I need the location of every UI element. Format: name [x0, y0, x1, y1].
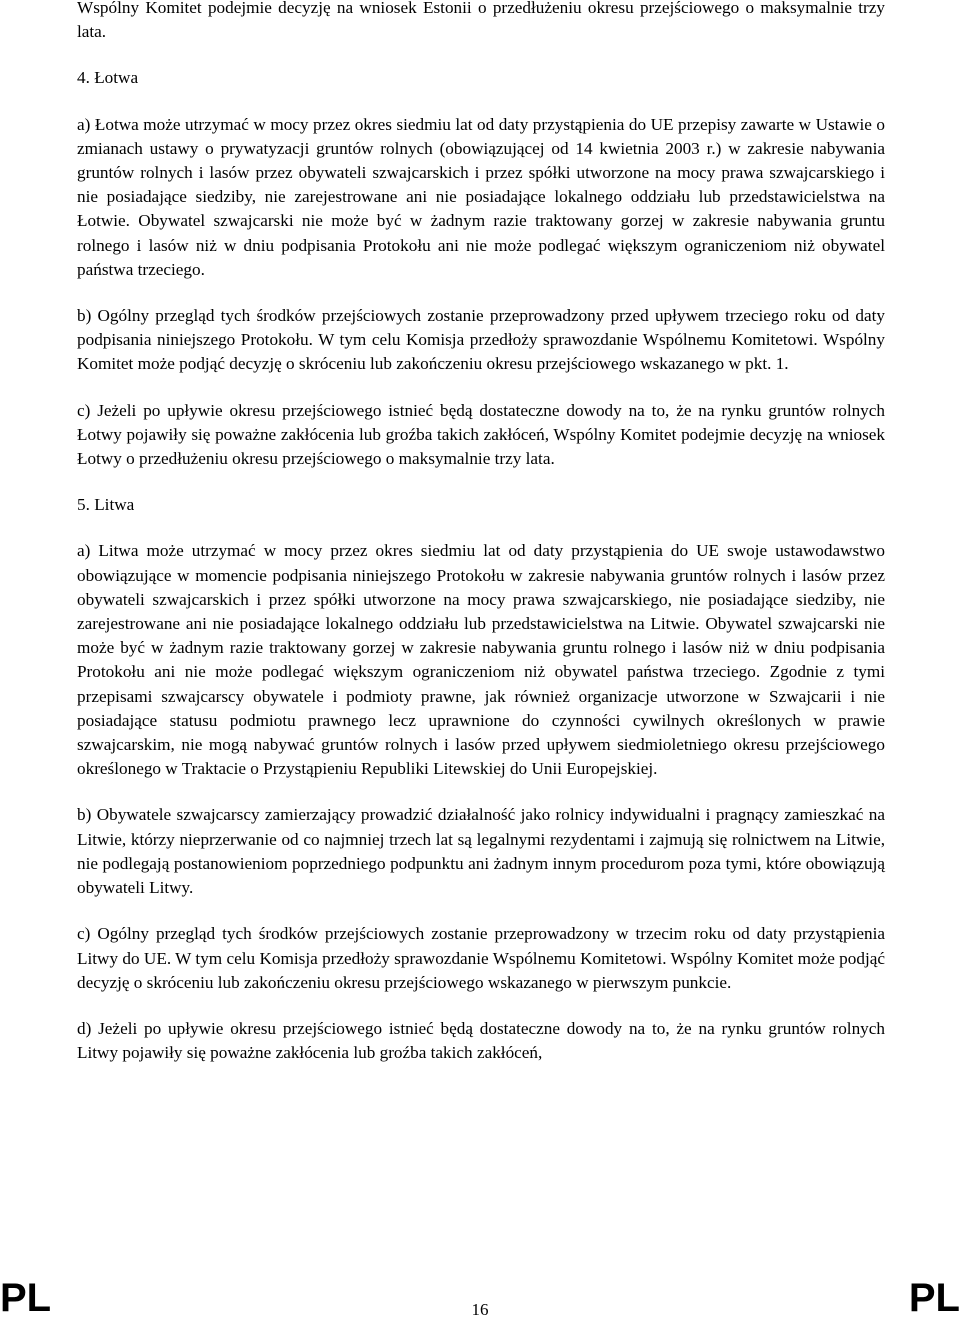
- paragraph-latvia-b: b) Ogólny przegląd tych środków przejściowych zostanie przeprowadzony przed upływem trzeciego roku od daty podpisania niniejszego Protokołu. W tym celu Komisja przedłoży sprawozdanie Wspólnemu Komitetowi. Wspólny Komitet może podjąć decyzję o skróceniu lub zakończeniu okresu przejściowego wskazanego w pkt. 1.: [77, 306, 885, 374]
- section-heading-latvia: 4. Łotwa: [77, 68, 139, 88]
- section-heading-lithuania: 5. Litwa: [77, 495, 135, 515]
- paragraph-latvia-a: a) Łotwa może utrzymać w mocy przez okres siedmiu lat od daty przystąpienia do UE przepisy zawarte w Ustawie o zmianach ustawy o prywatyzacji gruntów rolnych (obowiązującej od 14 kwietnia 2003 r.) w zakresie nabywania gruntów rolnych i lasów przez obywateli szwajcarskich i przez spółki utworzone na mocy prawa szwajcarskiego i nie posiadające siedziby, nie zarejestrowane ani nie posiadające lokalnego oddziału lub przedstawicielstwa na Łotwie. Obywatel szwajcarski nie może być w żadnym razie traktowany gorzej w zakresie nabywania gruntu rolnego i lasów niż w dniu podpisania Protokołu ani nie może podlegać większym ograniczeniom niż obywatel państwa trzeciego.: [77, 114, 885, 279]
- paragraph-estonia-extension: Wspólny Komitet podejmie decyzję na wniosek Estonii o przedłużeniu okresu przejściowego o maksymalnie trzy lata.: [77, 0, 885, 42]
- document-body: [77, 0, 885, 1065]
- page-number: 16: [471, 1300, 489, 1319]
- paragraph-lithuania-b: b) Obywatele szwajcarscy zamierzający prowadzić działalność jako rolnicy indywidualni i pragnący zamieszkać na Litwie, którzy nieprzerwanie od co najmniej trzech lat są legalnymi rezydentami i zajmują się rolnictwem na Litwie, nie podlegają postanowieniom poprzedniego podpunktu ani żadnym innym procedurom poza tymi, które obowiązują obywateli Litwy.: [77, 805, 885, 898]
- paragraph-latvia-c: c) Jeżeli po upływie okresu przejściowego istnieć będą dostateczne dowody na to, że na rynku gruntów rolnych Łotwy pojawiły się poważne zakłócenia lub groźba takich zakłóceń, Wspólny Komitet podejmie decyzję na wniosek Łotwy o przedłużeniu okresu przejściowego o maksymalnie trzy lata.: [77, 400, 885, 469]
- paragraph-lithuania-a: a) Litwa może utrzymać w mocy przez okres siedmiu lat od daty przystąpienia do UE swoje ustawodawstwo obowiązujące w momencie podpisania niniejszego Protokołu w zakresie nabywania gruntów rolnych i lasów przez obywateli szwajcarskich i przez spółki utworzone na mocy prawa szwajcarskiego, nie posiadające siedziby, nie zarejestrowane ani nie posiadające lokalnego oddziału lub przedstawicielstwa na Litwie. Obywatel szwajcarski nie może być w żadnym razie traktowany gorzej w zakresie nabywania gruntu rolnego i lasów niż w dniu podpisania Protokołu ani nie może podlegać większym ograniczeniom niż obywatel państwa trzeciego. Zgodnie z tymi przepisami szwajcarscy obywatele i podmioty prawne, jak również organizacje utworzone w Szwajcarii i nie posiadające statusu podmiotu prawnego lecz uprawnione do czynności cywilnych określonych w prawie szwajcarskim, nie mogą nabywać gruntów rolnych i lasów przed upływem siedmioletniego okresu przejściowego określonego w Traktacie o Przystąpieniu Republiki Litewskiej do Unii Europejskiej.: [77, 541, 885, 779]
- language-code-left: PL: [0, 1276, 52, 1320]
- language-code-right: PL: [908, 1276, 960, 1320]
- paragraph-lithuania-d: d) Jeżeli po upływie okresu przejściowego istnieć będą dostateczne dowody na to, że na rynku gruntów rolnych Litwy pojawiły się poważne zakłócenia lub groźba takich zakłóceń,: [77, 1018, 885, 1063]
- paragraph-lithuania-c: c) Ogólny przegląd tych środków przejściowych zostanie przeprowadzony w trzecim roku od daty przystąpienia Litwy do UE. W tym celu Komisja przedłoży sprawozdanie Wspólnemu Komitetowi. Wspólny Komitet może podjąć decyzję o skróceniu lub zakończeniu okresu przejściowego wskazanego w pierwszym punkcie.: [77, 924, 885, 992]
